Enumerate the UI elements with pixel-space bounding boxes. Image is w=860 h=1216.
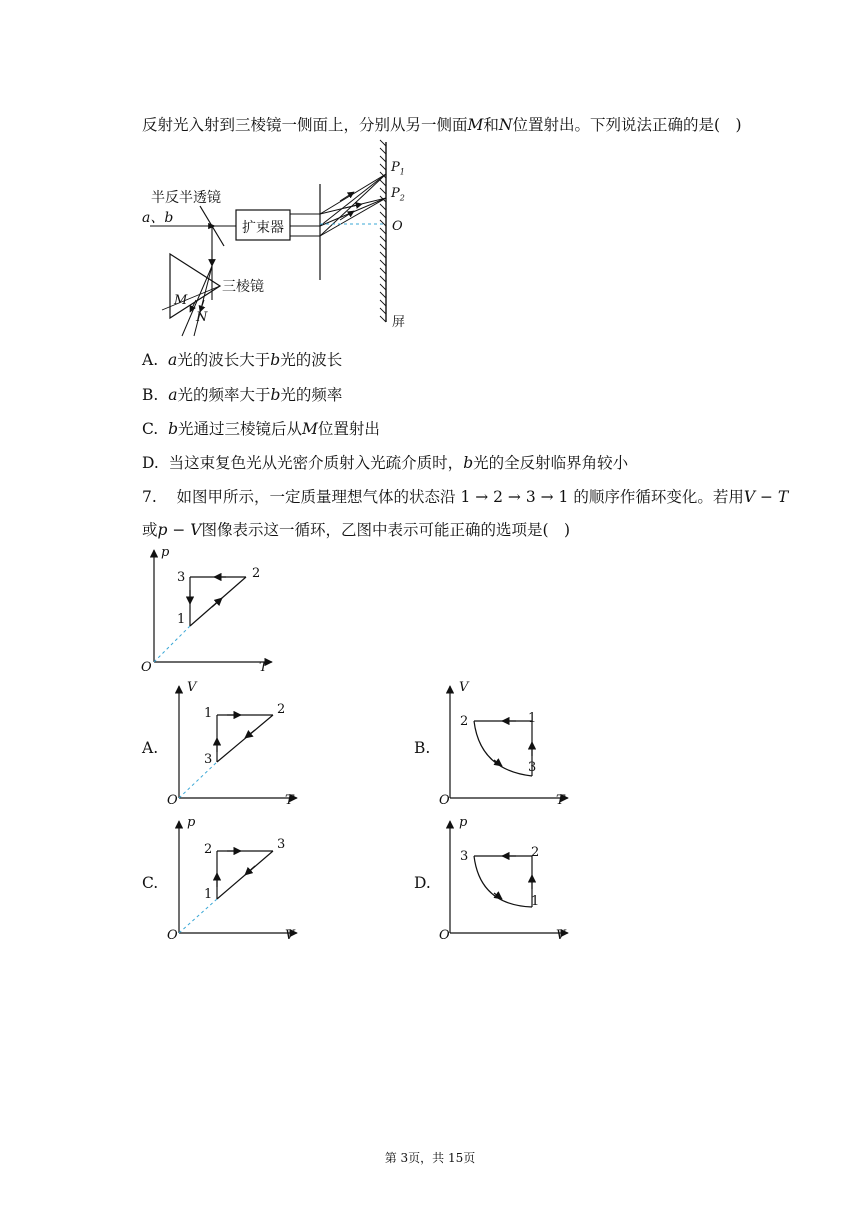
stem-text: 反射光入射到三棱镜一侧面上，分别从另一侧面 <box>142 116 468 134</box>
option-b-label-1: 1 <box>528 711 537 726</box>
main-origin: O <box>141 660 152 675</box>
q6-stem-line <box>142 113 742 135</box>
option-c-label-1: 1 <box>204 887 213 902</box>
option-d-origin: O <box>439 928 450 943</box>
main-axis-x: T <box>259 660 268 675</box>
label-expander: 扩束器 <box>242 220 284 236</box>
option-a-label-1: 1 <box>204 706 213 721</box>
main-point-1: 1 <box>177 612 186 627</box>
stem-text: 和 <box>483 116 499 134</box>
option-c-label-2: 2 <box>204 842 213 857</box>
option-c-axis-y: p <box>187 815 196 830</box>
option-a-axis-x: T <box>285 793 294 808</box>
label-prism: 三棱镜 <box>222 279 264 295</box>
option-d-label-1: 1 <box>531 894 540 909</box>
main-point-3: 3 <box>177 570 186 585</box>
q7-option-c-letter[interactable]: C. <box>142 874 159 892</box>
option-d-label-3: 3 <box>460 849 469 864</box>
option-d[interactable]: D. 当这束复色光从光密介质射入光疏介质时，b光的全反射临界角较小 <box>142 454 629 472</box>
q7-stem-line-1: 7. 如图甲所示，一定质量理想气体的状态沿 1 → 2 → 3 → 1 的顺序作循环变化。若用V − T <box>142 488 789 506</box>
option-d-axis-y: p <box>459 815 468 830</box>
q7-stem-line-2: 或p − V图像表示这一循环，乙图中表示可能正确的选项是( ) <box>142 521 571 539</box>
option-b-label-3: 3 <box>528 760 537 775</box>
label-beams: a、b <box>142 210 174 226</box>
q7-option-a-letter[interactable]: A. <box>142 739 159 757</box>
graph-option-a[interactable] <box>165 680 305 810</box>
q7-option-d-letter[interactable]: D. <box>414 874 431 892</box>
main-point-2: 2 <box>252 566 261 581</box>
option-b-axis-y: V <box>459 680 469 695</box>
main-axis-y: p <box>161 545 170 560</box>
label-screen: 屏 <box>392 315 406 330</box>
option-a-axis-y: V <box>187 680 197 695</box>
stem-var-n: N <box>498 116 513 134</box>
option-b-origin: O <box>439 793 450 808</box>
label-p1: $P_1$ <box>391 160 405 177</box>
q7-option-b-letter[interactable]: B. <box>414 739 431 757</box>
option-a-label-2: 2 <box>277 702 286 717</box>
stem-var-m: M <box>467 116 484 134</box>
option-a-label-3: 3 <box>204 752 213 767</box>
label-p2: $P_2$ <box>391 186 405 203</box>
graph-option-d[interactable] <box>436 815 576 945</box>
option-b-axis-x: T <box>556 793 565 808</box>
option-b[interactable]: B. a光的频率大于b光的频率 <box>142 386 343 404</box>
graph-option-b[interactable] <box>436 680 576 810</box>
option-a-origin: O <box>167 793 178 808</box>
option-c-origin: O <box>167 928 178 943</box>
label-half-mirror: 半反半透镜 <box>151 190 221 206</box>
option-d-axis-x: V <box>556 928 566 943</box>
option-a[interactable]: A. a光的波长大于b光的波长 <box>142 351 343 369</box>
option-b-label-2: 2 <box>460 714 469 729</box>
graph-option-c[interactable] <box>165 815 305 945</box>
optics-diagram <box>140 140 420 340</box>
label-m: M <box>174 293 188 308</box>
label-o: O <box>392 219 403 234</box>
label-n: N <box>196 310 208 325</box>
option-d-label-2: 2 <box>531 845 540 860</box>
stem-text: 位置射出。下列说法正确的是( ) <box>512 116 742 134</box>
page-footer: 第 3页，共 15页 <box>384 1151 476 1165</box>
option-c[interactable]: C. b光通过三棱镜后从M位置射出 <box>142 420 380 438</box>
option-c-label-3: 3 <box>277 837 286 852</box>
option-c-axis-x: V <box>285 928 295 943</box>
